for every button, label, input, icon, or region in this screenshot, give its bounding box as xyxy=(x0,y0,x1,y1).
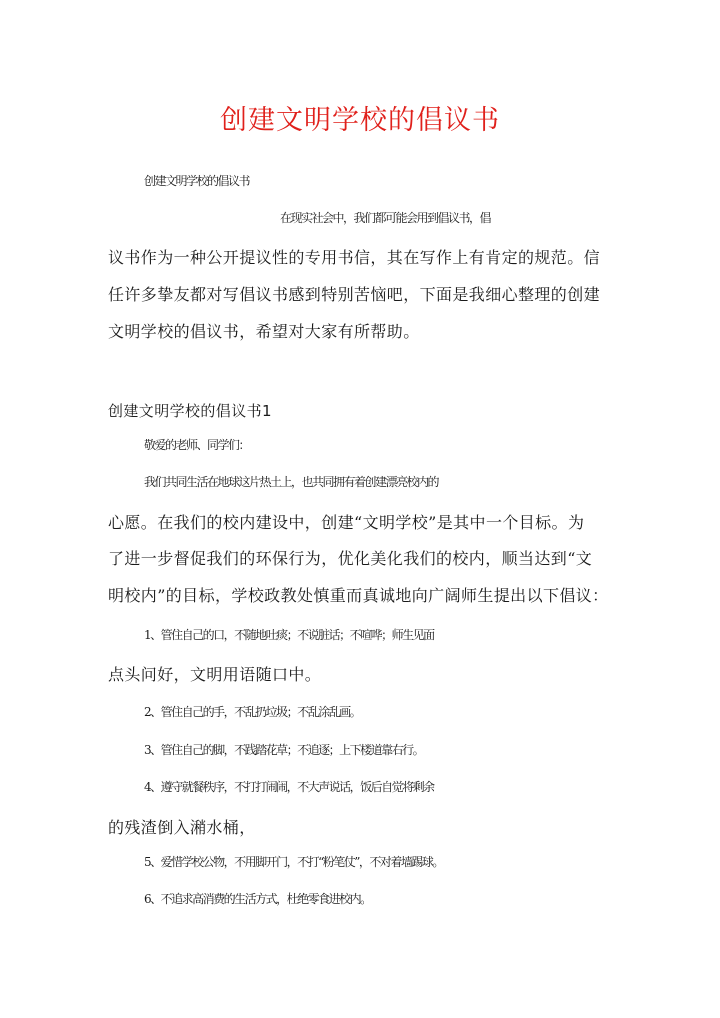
section-heading: 创建文明学校的倡议书1 xyxy=(108,402,272,420)
proposal-item: 6、不追求高消费的生活方式，杜绝零食进校内。 xyxy=(144,892,371,906)
intro-line: 文明学校的倡议书，希望对大家有所帮助。 xyxy=(108,322,420,341)
document-subtitle: 创建文明学校的倡议书 xyxy=(144,174,250,188)
paragraph-line: 了进一步督促我们的环保行为，优化美化我们的校内，顺当达到“文 xyxy=(108,549,593,568)
paragraph-line: 明校内”的目标，学校政教处慎重而真诚地向广阔师生提出以下倡议： xyxy=(108,586,609,605)
proposal-item: 2、管住自己的手，不乱扔垃圾；不乱涂乱画。 xyxy=(144,705,361,719)
proposal-item: 4、遵守就餐秩序，不打打闹闹，不大声说话，饭后自觉将剩余 xyxy=(144,780,434,794)
proposal-item-continuation: 的残渣倒入潲水桶， xyxy=(108,818,256,837)
paragraph-line: 我们共同生活在地球这片热土上，也共同拥有着创建漂亮校内的 xyxy=(144,475,439,489)
proposal-item: 1、管住自己的口，不随地吐痰；不说脏话；不喧哗；师生见面 xyxy=(144,628,434,642)
proposal-item: 5、爱惜学校公物，不用脚开门，不打“粉笔仗”，不对着墙踢球。 xyxy=(144,855,443,869)
paragraph-line: 心愿。在我们的校内建设中，创建“文明学校”是其中一个目标。为 xyxy=(108,513,585,532)
proposal-item-continuation: 点头问好，文明用语随口中。 xyxy=(108,665,322,684)
intro-line: 在现实社会中，我们都可能会用到倡议书，倡 xyxy=(280,211,491,225)
salutation: 敬爱的老师、同学们： xyxy=(144,438,250,452)
intro-line: 议书作为一种公开提议性的专用书信，其在写作上有肯定的规范。信 xyxy=(108,248,601,267)
document-title: 创建文明学校的倡议书 xyxy=(220,105,500,136)
proposal-item: 3、管住自己的脚，不践踏花草；不追逐；上下楼道靠右行。 xyxy=(144,743,424,757)
intro-line: 任许多挚友都对写倡议书感到特别苦恼吧，下面是我细心整理的创建 xyxy=(108,285,601,304)
